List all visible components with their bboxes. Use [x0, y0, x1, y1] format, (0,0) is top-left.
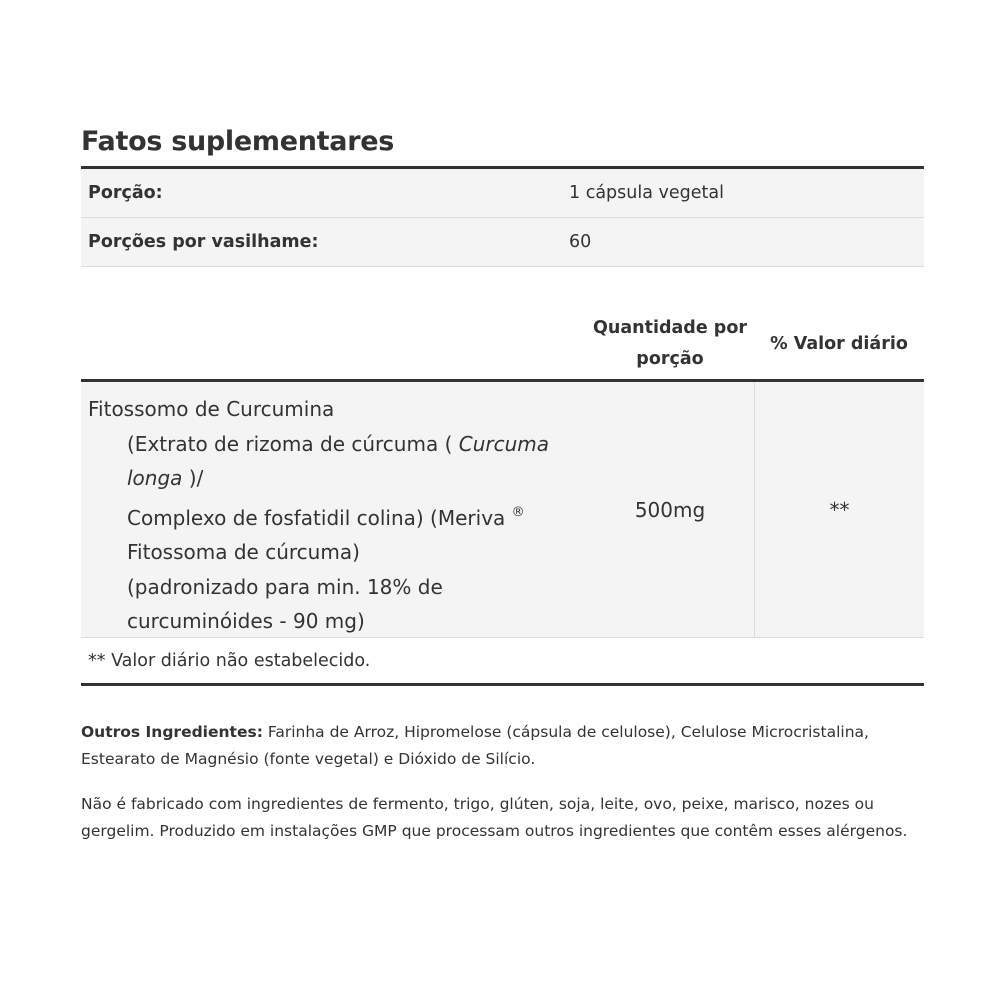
- servings-per-container-label: Porções por vasilhame:: [88, 232, 319, 252]
- supplement-facts-panel: [81, 122, 924, 863]
- page-title: Fatos suplementares: [81, 126, 394, 157]
- servings-per-container-row: [81, 218, 924, 267]
- ingredient-cell: [81, 382, 586, 637]
- serving-size-label: Porção:: [88, 183, 163, 203]
- ingredient-name: Fitossomo de Curcumina: [88, 397, 335, 421]
- ingredient-daily-value: **: [754, 382, 924, 637]
- ingredient-amount: 500mg: [634, 497, 706, 522]
- serving-size-row: [81, 169, 924, 218]
- servings-per-container-value: 60: [569, 232, 592, 252]
- daily-value-footnote: ** Valor diário não estabelecido.: [88, 650, 371, 671]
- other-ingredients-label: Outros Ingredientes:: [81, 723, 263, 741]
- daily-value-header: % Valor diário: [770, 334, 908, 354]
- other-ingredients: [81, 719, 924, 773]
- ingredient-detail: (Extrato de rizoma de cúrcuma ( Curcuma longa )/ Complexo de fosfatidil colina) (Meriva ® Fitossoma de cúrcuma) (padronizado para min. 18% de curcuminóides - 90 mg): [127, 431, 550, 633]
- table-row: [81, 382, 924, 638]
- amount-per-serving-header: Quantidade por porção: [593, 318, 747, 369]
- allergen-note: Não é fabricado com ingredientes de fermento, trigo, glúten, soja, leite, ovo, peixe, marisco, nozes ou gergelim. Produzido em instalações GMP que processam outros ingredientes que contêm esses alérgenos.: [81, 795, 908, 840]
- table-header: [81, 309, 924, 379]
- other-ingredients-text: Farinha de Arroz, Hipromelose (cápsula de celulose), Celulose Microcristalina, Estearato de Magnésio (fonte vegetal) e Dióxido de Silício.: [81, 723, 869, 768]
- serving-size-value: 1 cápsula vegetal: [569, 183, 724, 203]
